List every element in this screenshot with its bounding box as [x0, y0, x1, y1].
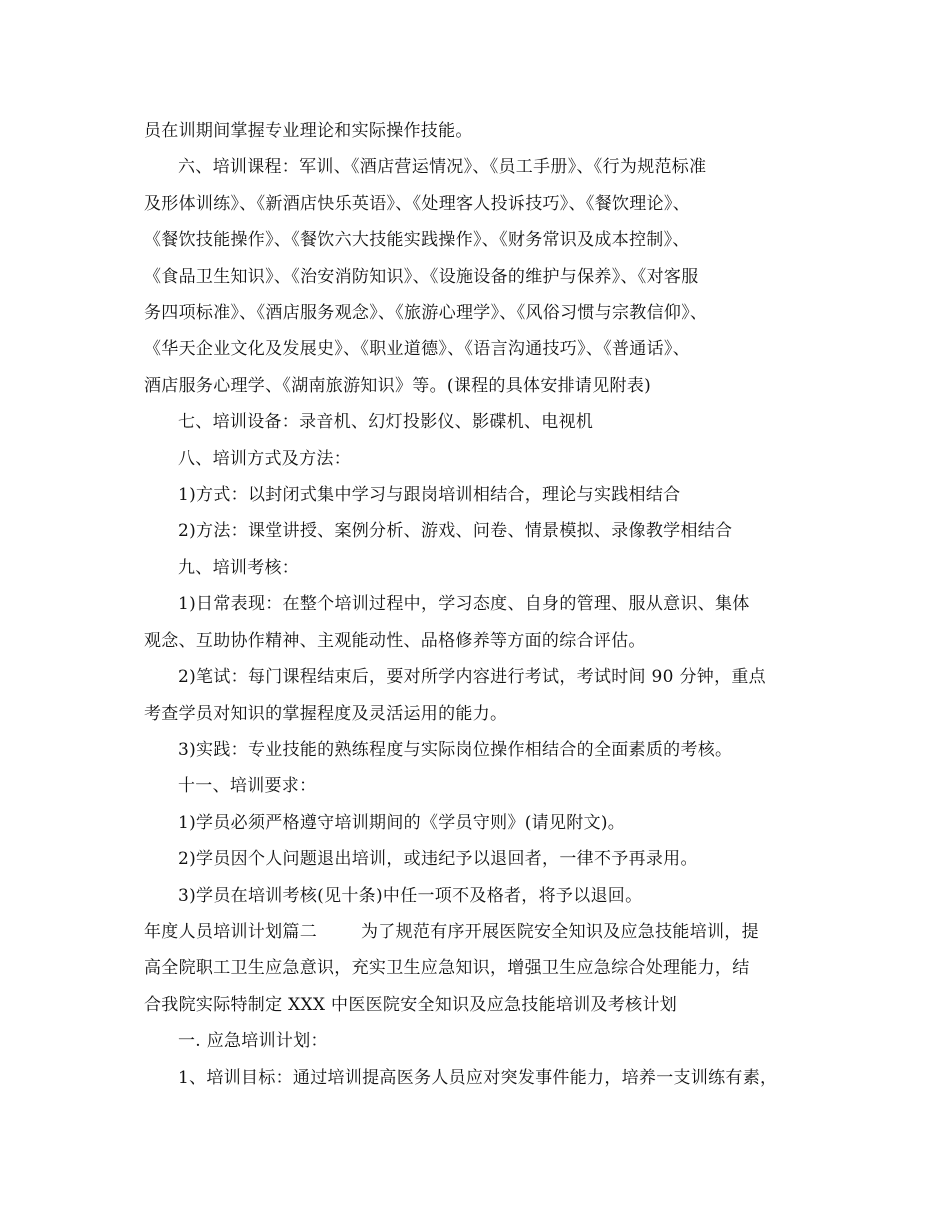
text-line: 十一、培训要求： — [178, 776, 317, 797]
text-line: 合我院实际特制定 XXX 中医医院安全知识及应急技能培训及考核计划 — [144, 994, 678, 1015]
section-first-line: 为了规范有序开展医院安全知识及应急技能培训，提 — [361, 921, 759, 942]
text-line: 考查学员对知识的掌握程度及灵活运用的能力。 — [144, 703, 508, 724]
text-line: 2)方法：课堂讲授、案例分析、游戏、问卷、情景模拟、录像教学相结合 — [178, 521, 733, 542]
text-line: 1)日常表现：在整个培训过程中，学习态度、自身的管理、服从意识、集体 — [178, 594, 750, 615]
text-line: 高全院职工卫生应急意识，充实卫生应急知识，增强卫生应急综合处理能力，结 — [144, 958, 750, 979]
text-line: 员在训期间掌握专业理论和实际操作技能。 — [144, 121, 473, 141]
text-line: 八、培训方式及方法： — [178, 448, 351, 469]
text-line: 1、培训目标：通过培训提高医务人员应对突发事件能力，培养一支训练有素， — [178, 1067, 778, 1088]
text-line: 观念、互助协作精神、主观能动性、品格修养等方面的综合评估。 — [144, 630, 646, 651]
section-heading-line — [144, 914, 816, 950]
text-line: 六、培训课程：军训、《酒店营运情况》、《员工手册》、《行为规范标准 — [178, 157, 707, 178]
text-line: 3)实践：专业技能的熟练程度与实际岗位操作相结合的全面素质的考核。 — [178, 739, 733, 760]
section-heading: 年度人员培训计划篇二 — [144, 921, 317, 942]
text-line: 务四项标准》、《酒店服务观念》、《旅游心理学》、《风俗习惯与宗教信仰》、 — [144, 303, 708, 324]
text-line: 酒店服务心理学、《湖南旅游知识》等。(课程的具体安排请见附表) — [144, 375, 652, 396]
text-line: 《餐饮技能操作》、《餐饮六大技能实践操作》、《财务常识及成本控制》、 — [144, 230, 690, 251]
text-line: 一. 应急培训计划： — [178, 1031, 328, 1052]
text-line: 七、培训设备：录音机、幻灯投影仪、影碟机、电视机 — [178, 412, 594, 433]
text-line: 3)学员在培训考核(见十条)中任一项不及格者，将予以退回。 — [178, 885, 643, 906]
document-body — [144, 113, 816, 1096]
text-line: 2)学员因个人问题退出培训，或违纪予以退回者，一律不予再录用。 — [178, 849, 698, 870]
text-line: 《食品卫生知识》、《治安消防知识》、《设施设备的维护与保养》、《对客服 — [144, 266, 699, 287]
text-line: 九、培训考核： — [178, 557, 300, 578]
text-line: 1)学员必须严格遵守培训期间的《学员守则》(请见附文)。 — [178, 812, 626, 833]
text-line: 1)方式：以封闭式集中学习与跟岗培训相结合，理论与实践相结合 — [178, 485, 681, 506]
text-line: 2)笔试：每门课程结束后，要对所学内容进行考试，考试时间 90 分钟，重点 — [178, 667, 766, 688]
text-line: 及形体训练》、《新酒店快乐英语》、《处理客人投诉技巧》、《餐饮理论》、 — [144, 193, 690, 214]
text-line: 《华天企业文化及发展史》、《职业道德》、《语言沟通技巧》、《普通话》、 — [144, 339, 690, 360]
